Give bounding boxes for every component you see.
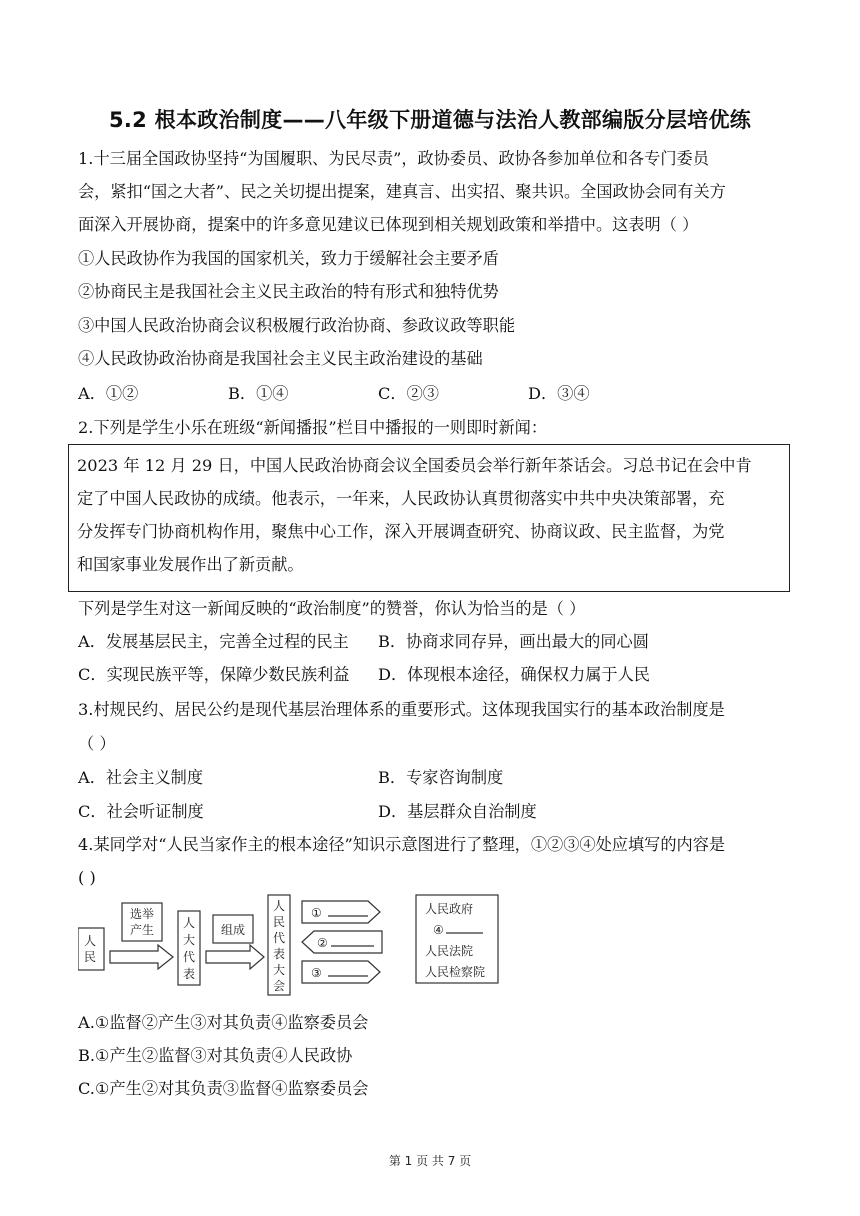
q2-stem: 2.下列是学生小乐在班级“新闻播报”栏目中播报的一则即时新闻： (78, 418, 548, 437)
npc-deputies-label-2: 大 (183, 933, 196, 947)
q4-option-a[interactable]: A.①监督②产生③对其负责④监察委员会 (78, 1013, 369, 1032)
arrow-1-label: ① (311, 906, 322, 920)
elect-label-2: 产生 (130, 923, 155, 937)
npc-label-5: 大 (273, 963, 286, 977)
npc-deputies-label-1: 人 (183, 916, 196, 930)
q2-option-b[interactable]: B．协商求同存异，画出最大的同心圆 (378, 632, 649, 651)
npc-label-4: 表 (273, 947, 286, 961)
q3-stem-line-2: （ ） (78, 734, 116, 753)
q1-option-c[interactable]: C．②③ (378, 384, 439, 403)
q2-option-c[interactable]: C．实现民族平等，保障少数民族利益 (78, 665, 350, 684)
npc-label-3: 代 (273, 931, 286, 945)
q3-option-b[interactable]: B．专家咨询制度 (378, 768, 504, 787)
npc-deputies-label-3: 代 (183, 950, 196, 964)
blank-4-label: ④ (433, 923, 444, 937)
q3-option-d[interactable]: D．基层群众自治制度 (378, 802, 537, 821)
q1-option-d[interactable]: D．③④ (528, 384, 590, 403)
arrow-people-to-deputies (110, 945, 173, 969)
gov-label: 人民政府 (425, 902, 474, 916)
news-line-4: 和国家事业发展作出了新贡献。 (77, 555, 304, 574)
compose-label: 组成 (221, 923, 246, 937)
arrow-2 (302, 931, 382, 953)
q2-option-a[interactable]: A．发展基层民主，完善全过程的民主 (78, 632, 349, 651)
npc-deputies-label-4: 表 (183, 967, 196, 981)
q1-statement-2: ②协商民主是我国社会主义民主政治的特有形式和独特优势 (78, 282, 499, 301)
arrow-deputies-to-npc (206, 945, 264, 969)
court-label: 人民法院 (425, 944, 474, 958)
q3-option-a[interactable]: A．社会主义制度 (78, 768, 204, 787)
arrow-2-label: ② (317, 936, 328, 950)
q1-statement-3: ③中国人民政治协商会议积极履行政治协商、参政议政等职能 (78, 316, 516, 335)
q2-option-d[interactable]: D．体现根本途径，确保权力属于人民 (378, 665, 650, 684)
q1-stem-line-1: 1.十三届全国政协坚持“为国履职、为民尽责”，政协委员、政协各参加单位和各专门委员 (78, 149, 709, 168)
news-box (68, 444, 790, 592)
arrow-3-label: ③ (311, 966, 322, 980)
q1-stem-line-3: 面深入开展协商，提案中的许多意见建议已体现到相关规划政策和举措中。这表明（ ） (78, 215, 699, 234)
q1-statement-4: ④人民政协政治协商是我国社会主义民主政治建设的基础 (78, 349, 483, 368)
q1-stem-line-2: 会，紧扣“国之大者”、民之关切提出提案，建真言、出实招、聚共识。全国政协会同有关方 (78, 182, 726, 201)
people-label-2: 民 (84, 950, 97, 964)
page-footer: 第 1 页 共 7 页 (388, 1154, 472, 1168)
npc-label-6: 会 (273, 979, 286, 993)
news-line-3: 分发挥专门协商机构作用，聚焦中心工作，深入开展调查研究、协商议政、民主监督，为党 (77, 522, 725, 541)
q3-option-c[interactable]: C．社会听证制度 (78, 802, 204, 821)
elect-label-1: 选举 (130, 907, 155, 921)
npc-label-2: 民 (273, 915, 286, 929)
news-line-2: 定了中国人民政协的成绩。他表示，一年来，人民政协认真贯彻落实中共中央决策部署，充 (77, 489, 725, 508)
q3-stem-line-1: 3.村规民约、居民公约是现代基层治理体系的重要形式。这体现我国实行的基本政治制度是 (78, 700, 725, 719)
q4-option-b[interactable]: B.①产生②监督③对其负责④人民政协 (78, 1046, 353, 1065)
q2-question: 下列是学生对这一新闻反映的“政治制度”的赞誉，你认为恰当的是（ ） (78, 599, 586, 618)
q4-stem-line-2: ( ) (78, 868, 96, 887)
page-title: 5.2 根本政治制度——八年级下册道德与法治人教部编版分层培优练 (108, 108, 752, 132)
npc-label-1: 人 (273, 899, 286, 913)
q1-statement-1: ①人民政协作为我国的国家机关，致力于缓解社会主要矛盾 (78, 249, 499, 268)
q1-option-a[interactable]: A．①② (78, 384, 139, 403)
knowledge-diagram (78, 893, 503, 1003)
people-label-1: 人 (84, 934, 97, 948)
q4-option-c[interactable]: C.①产生②对其负责③监督④监察委员会 (78, 1079, 369, 1098)
q1-option-b[interactable]: B．①④ (228, 384, 289, 403)
procuratorate-label: 人民检察院 (425, 965, 486, 979)
q4-stem-line-1: 4.某同学对“人民当家作主的根本途径”知识示意图进行了整理，①②③④处应填写的内容是 (78, 835, 726, 854)
news-line-1: 2023 年 12 月 29 日，中国人民政治协商会议全国委员会举行新年茶话会。习总书记在会中肯 (77, 456, 752, 475)
